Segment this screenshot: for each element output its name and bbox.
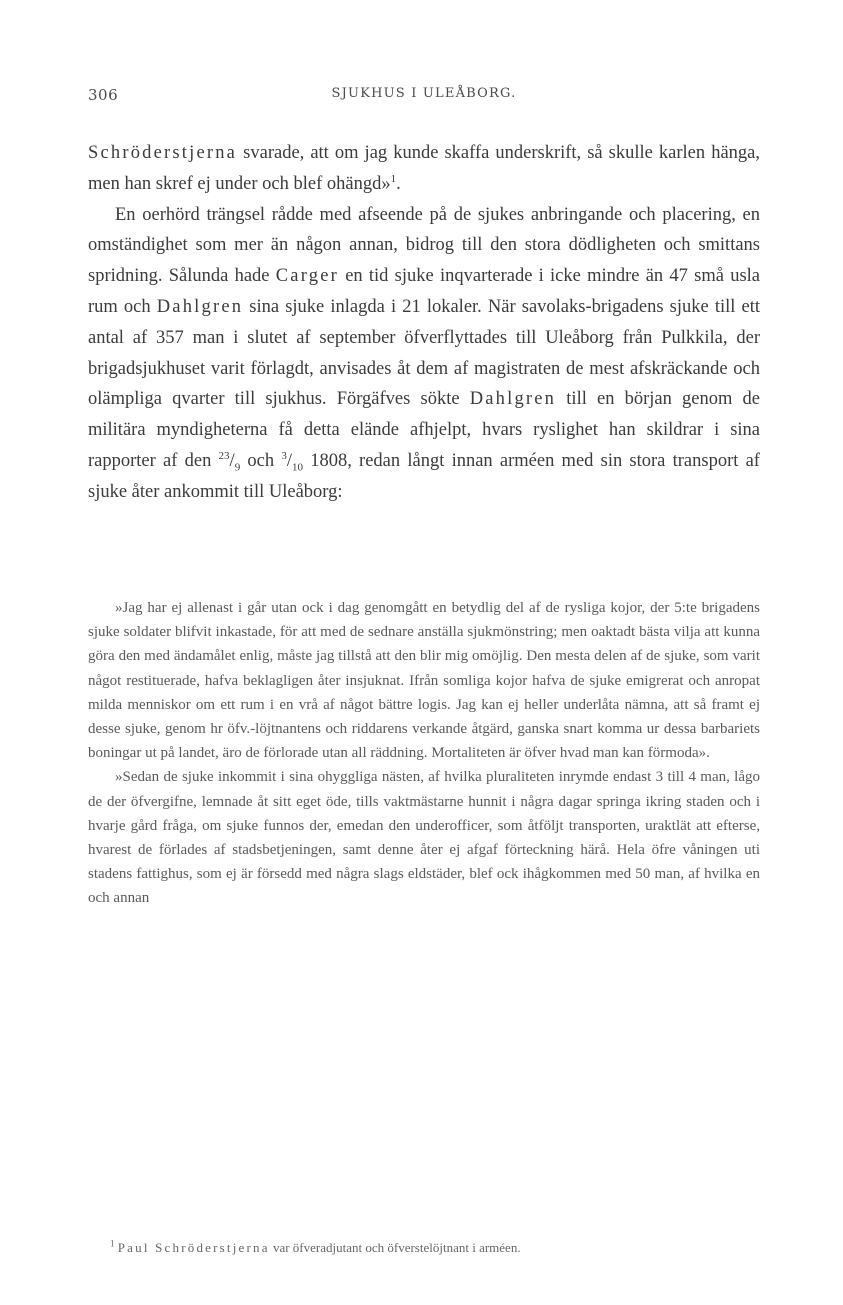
footnote (110, 1239, 760, 1257)
date-fraction: $^3/_{10}$ (281, 449, 303, 474)
quoted-report (88, 596, 760, 911)
person-name: Schröderstjerna (88, 143, 238, 163)
person-name: Dahlgren (469, 389, 557, 410)
footnote-reference[interactable]: 1 (390, 172, 397, 185)
paragraph-text: en tid sjuke inqvarterade i icke mindre än 47 små usla rum och (88, 266, 760, 317)
quote-paragraph-1: »Jag har ej allenast i går utan ock i dag genomgått en betydlig del af de rysliga kojor, der 5:te brigadens sjuke soldater blifvit inkastade, för att med de sednare anställa sjukmönstring; men oaktadt bästa vilja att kunna göra den med ändamålet enlig, måste jag tillstå att den blir mig omöjlig. Den mesta delen af de sjuke, som varit något restituerade, hafva beklagligen åter insjuknat. Ifrån somliga kojor hafva de sjuke emigrerat och anropat milda menniskor om ett rum i en vrå af något bättre logis. Jag kan ej heller underlåta nämna, att så framt ej desse sjuke, genom hr öfv.-löjtnantens och riddarens verkande åtgärd, ganska snart komma ur dessa barbariets boningar ut på landet, äro de förlorade utan all räddning. Mortaliteten är öfver hvad man kan förmoda». (88, 600, 760, 762)
paragraph-text: svarade, att om jag kunde skaffa underskrift, så skulle karlen hänga, men han skref ej under och blef ohängd» (88, 143, 760, 194)
paragraph-1 (88, 138, 760, 200)
person-name: Carger (275, 266, 339, 287)
footnote-text: var öfveradjutant och öfverstelöjtnant i arméen. (269, 1240, 521, 1255)
paragraph-text: och (240, 450, 282, 471)
footnote-person-name: Paul Schröderstjerna (117, 1240, 270, 1255)
person-name: Dahlgren (156, 296, 244, 317)
running-title: SJUKHUS I ULEÅBORG. (331, 86, 517, 101)
page-number: 306 (88, 86, 119, 104)
fraction-denominator: 9 (234, 461, 241, 474)
quote-paragraph-2: »Sedan de sjuke inkommit i sina ohyggliga nästen, af hvilka pluraliteten inrymde endast 3 till 4 man, lågo de der öfvergifne, lemnade åt sitt eget öde, tills vaktmästarne hunnit i några dagar springa ikring staden och i hvarje gård fråga, om sjuke funnos der, emedan den underofficer, som åtföljt transporten, uraktlät att efterse, hvarest de förlades af stadsbetjeningen, samt denne åter ej afgaf förteckning härå. Hela öfre våningen uti stadens fattighus, som ej är försedd med några slags eldstäder, blef ock ihågkommen med 50 man, af hvilka en och annan (88, 769, 760, 907)
footnote-mark: 1 (110, 1238, 115, 1249)
page-header (88, 86, 760, 112)
fraction-numerator: 3 (281, 449, 287, 462)
paragraph-end: . (396, 173, 401, 194)
fraction-denominator: 10 (291, 461, 303, 474)
paragraph-text: En oerhörd trängsel rådde med afseende på de sjukes anbringande och placering, en omständighet som mer än någon annan, bidrog till den stora dödligheten och smittans spridning. Sålunda hade (88, 204, 760, 287)
date-fraction: $^{23}/_9$ (218, 449, 241, 474)
paragraph-text: 1808, redan långt innan arméen med sin stora transport af sjuke åter ankommit till Uleåborg: (88, 450, 760, 502)
main-text (88, 138, 760, 508)
paragraph-text: sina sjuke inlagda i 21 lokaler. När savolaks-brigadens sjuke till ett antal af 357 man i slutet af september öfverflyttades till Uleåborg från Pulkkila, der brigadsjukhuset varit förlagdt, anvisades åt dem af magistraten de mest afskräckande och olämpliga qvarter till sjukhus. Förgäfves sökte (88, 296, 760, 410)
paragraph-text: till en början genom de militära myndigheterna få detta elände afhjelpt, hvars ryslighet han skildrar i sina rapporter af den (88, 389, 760, 471)
paragraph-2 (88, 200, 760, 508)
fraction-numerator: 23 (218, 449, 230, 462)
